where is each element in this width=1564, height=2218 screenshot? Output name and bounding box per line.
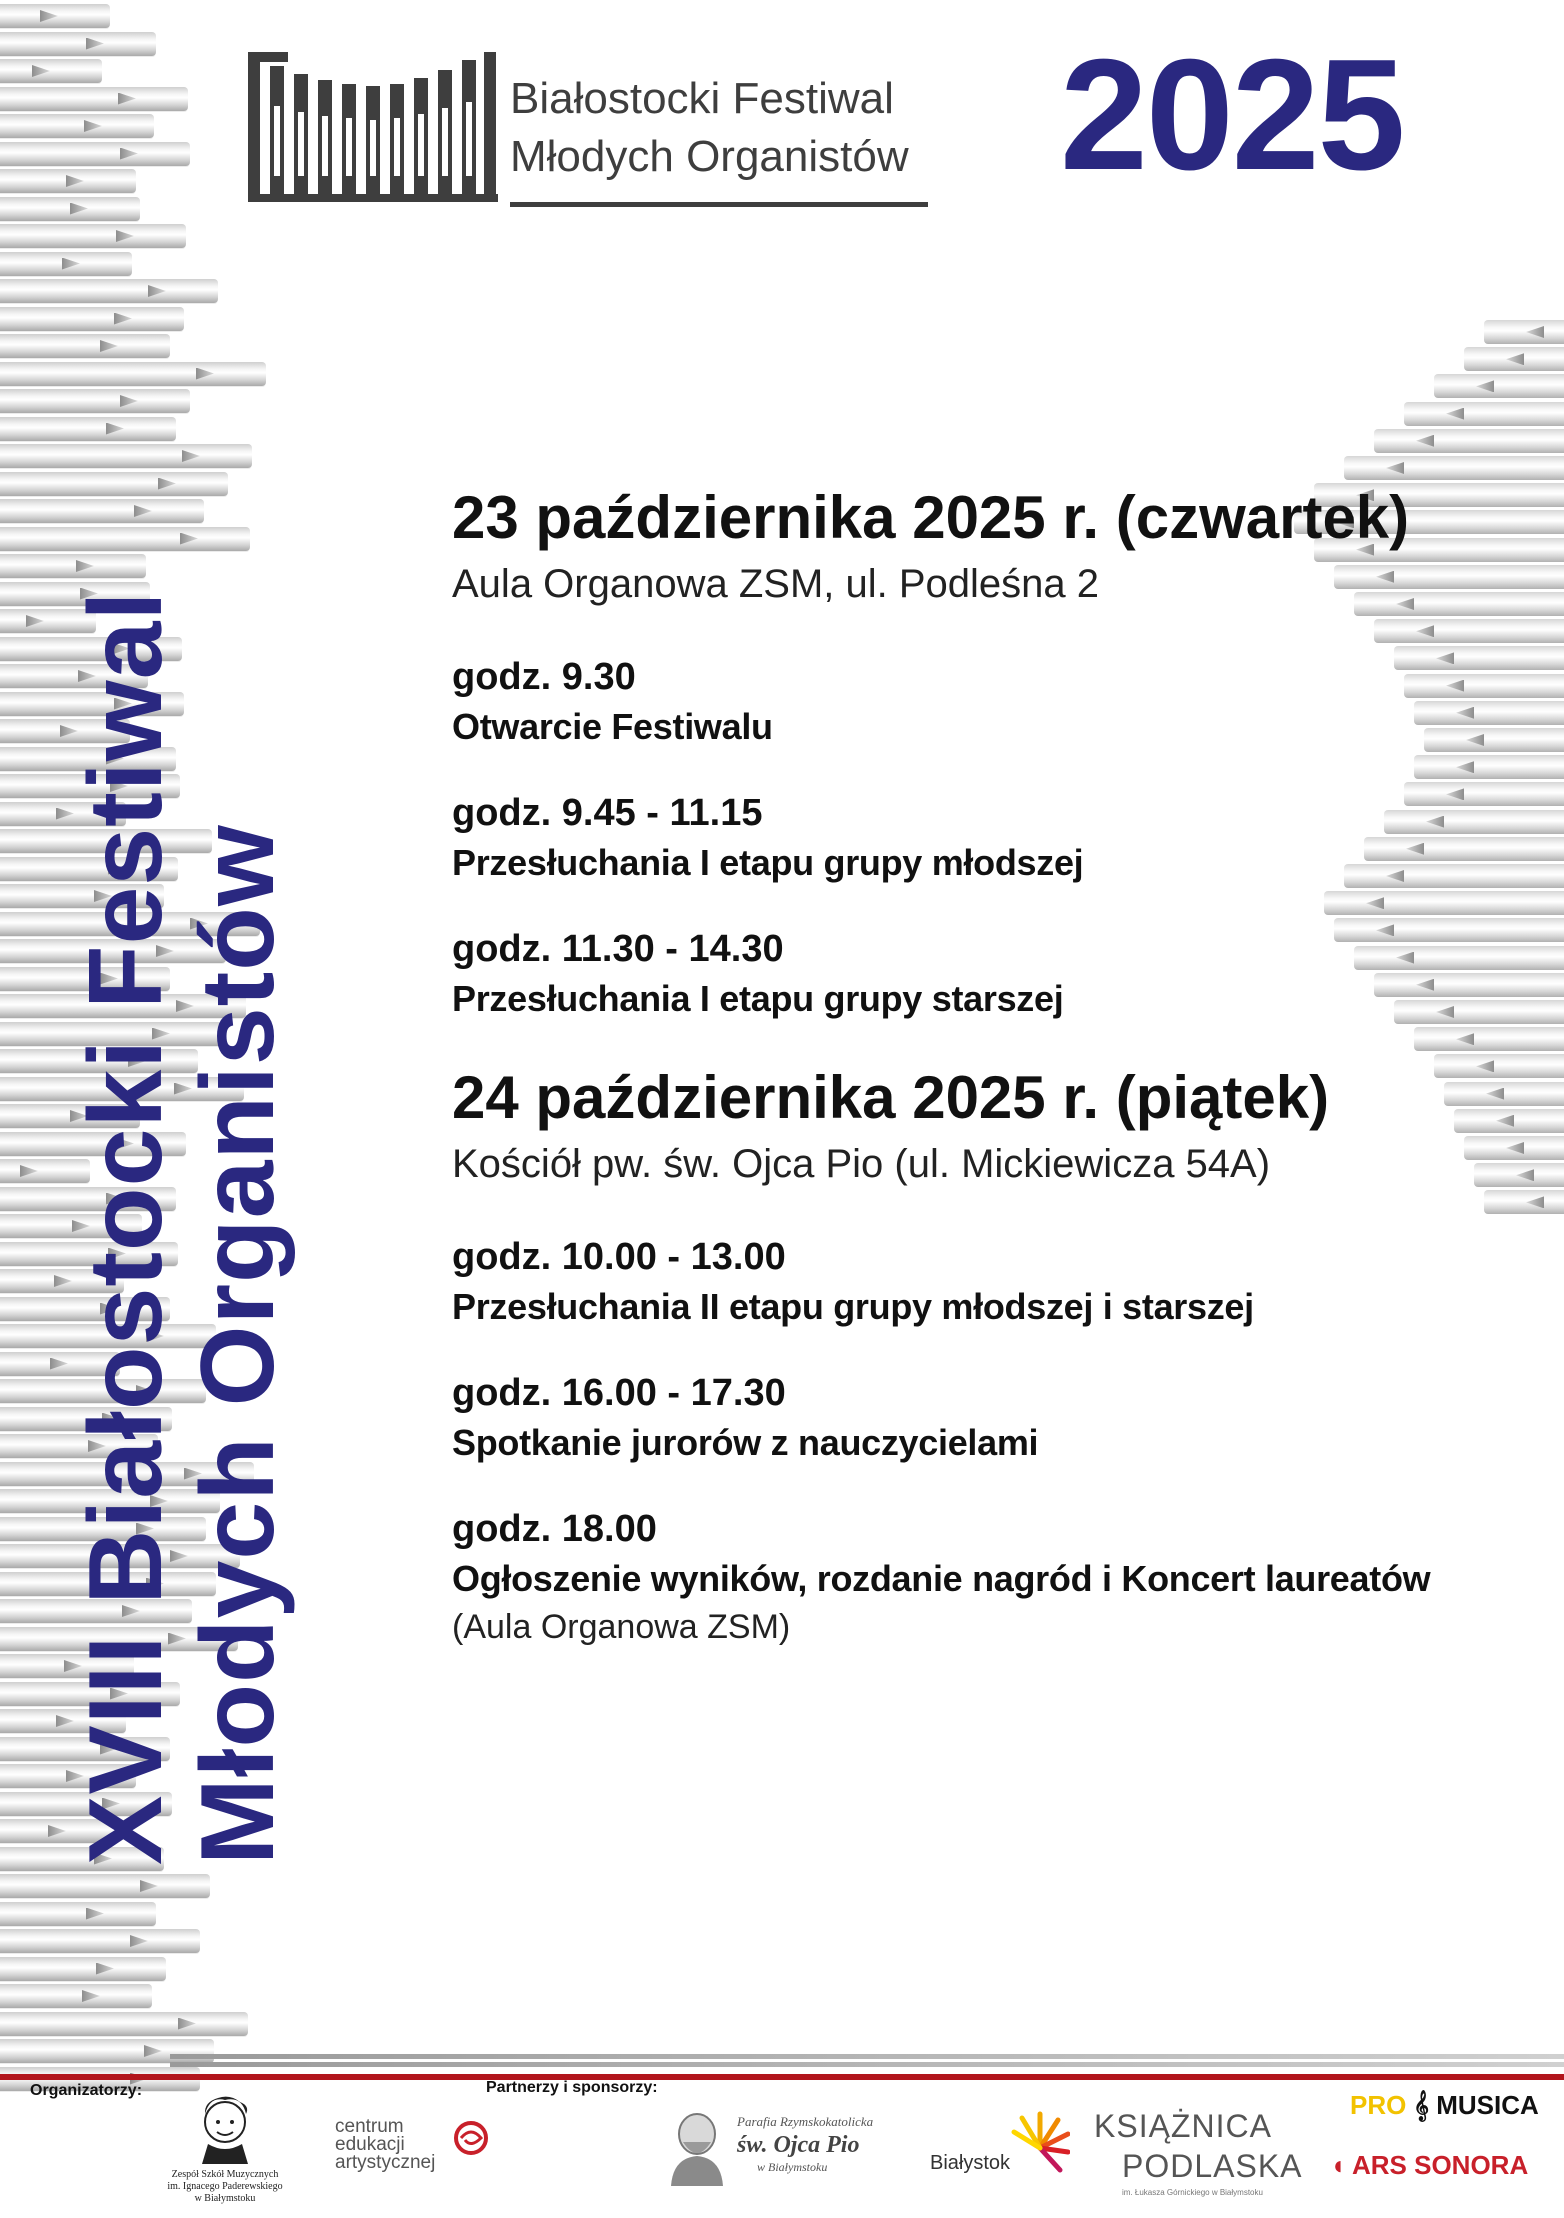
pipe-mouth (178, 2018, 196, 2030)
pipe-mouth (118, 93, 136, 105)
pro-text: PRO (1350, 2090, 1407, 2120)
partners-label: Partnerzy i sponsorzy: (486, 2079, 658, 2096)
footer-stripes (170, 2054, 1564, 2070)
pipe-mouth (140, 1880, 158, 1892)
pio-line1: Parafia Rzymskokatolicka (737, 2114, 874, 2129)
event-item (452, 652, 1532, 752)
pro-musica-logo (1350, 2090, 1550, 2140)
bialystok-logo (930, 2108, 1070, 2198)
pipe-mouth (48, 1825, 66, 1837)
pipe-mouth (144, 2045, 162, 2057)
organ-pipe (0, 142, 190, 166)
pipe-mouth (1506, 353, 1524, 365)
pipe-mouth (50, 1358, 68, 1370)
event-time: godz. 18.00 (452, 1508, 657, 1550)
day-block (452, 480, 1532, 1024)
pro-musica-text (1350, 2090, 1550, 2122)
event-title: Przesłuchania I etapu grupy starszej (452, 978, 1064, 1019)
day-title: 23 października 2025 r. (czwartek) (452, 484, 1410, 551)
padre-pio-portrait-icon (665, 2106, 729, 2186)
event-time: godz. 11.30 - 14.30 (452, 928, 784, 970)
organ-pipe (0, 32, 156, 56)
footer-stripe (170, 2054, 1564, 2059)
organ-pipe (0, 1874, 210, 1898)
parafia-pio-logo (665, 2094, 905, 2204)
ksiaznica-line2: PODLASKA (1122, 2148, 1303, 2184)
treble-clef-icon: 𝄞 (1413, 2090, 1429, 2120)
ksiaznica-line3: im. Łukasza Górnickiego w Białymstoku (1122, 2188, 1263, 2197)
pipe-mouth (1526, 326, 1544, 338)
ars-sonora-label: ARS SONORA (1351, 2150, 1529, 2180)
vertical-title-line1: XVIII Białostocki Festiwal (68, 590, 184, 1865)
pipe-mouth (26, 615, 44, 627)
event-item (452, 1368, 1532, 1468)
pipe-mouth (1446, 408, 1464, 420)
event-item (452, 788, 1532, 888)
footer-stripe (170, 2062, 1564, 2067)
ars-sonora-logo (1330, 2150, 1550, 2200)
pipe-mouth (70, 203, 88, 215)
organizers-label: Organizatorzy: (30, 2082, 143, 2099)
zsm-logo (160, 2094, 290, 2214)
schedule (452, 480, 1532, 1686)
organ-pipe (1434, 374, 1564, 398)
event-title: Ogłoszenie wyników, rozdanie nagród i Koncert laureatów (452, 1558, 1431, 1599)
event-title: Przesłuchania I etapu grupy młodszej (452, 842, 1084, 883)
organ-pipe (0, 252, 132, 276)
organ-pipe (1464, 347, 1564, 371)
organ-pipe (0, 114, 154, 138)
pio-line3: w Białymstoku (757, 2160, 828, 2174)
pipe-mouth (130, 1935, 148, 1947)
pipe-mouth (96, 1963, 114, 1975)
festival-logo (248, 52, 928, 212)
ars-sonora-text (1330, 2150, 1550, 2181)
organ-pipe (1344, 456, 1564, 480)
event-time: godz. 16.00 - 17.30 (452, 1372, 786, 1414)
organ-pipe (0, 4, 110, 28)
organ-pipe (0, 59, 102, 83)
musica-text: MUSICA (1436, 2090, 1539, 2120)
organ-pipe (0, 169, 136, 193)
event-time: godz. 10.00 - 13.00 (452, 1236, 786, 1278)
pipe-mouth (84, 120, 102, 132)
pipe-mouth (66, 175, 84, 187)
organ-pipe (0, 279, 218, 303)
pipe-mouth (62, 258, 80, 270)
pipe-mouth (1386, 462, 1404, 474)
event-item (452, 1504, 1532, 1650)
day-block (452, 1060, 1532, 1650)
year: 2025 (1060, 27, 1404, 203)
organ-pipe (0, 87, 188, 111)
event-time: godz. 9.45 - 11.15 (452, 792, 763, 834)
centrum-edukacji-logo (335, 2118, 495, 2188)
event-item (452, 1232, 1532, 1332)
pipe-mouth (32, 65, 50, 77)
day-venue: Kościół pw. św. Ojca Pio (ul. Mickiewicza 54A) (452, 1142, 1271, 1186)
day-title: 24 października 2025 r. (piątek) (452, 1064, 1330, 1131)
pipe-mouth (1476, 380, 1494, 392)
organ-pipe (0, 1957, 166, 1981)
pipe-mouth (120, 148, 138, 160)
organ-pipe (0, 1929, 200, 1953)
organ-pipe (0, 197, 140, 221)
paderewski-portrait-icon (190, 2094, 260, 2164)
organ-pipe (1374, 429, 1564, 453)
bialystok-text: Białystok (930, 2152, 1011, 2174)
event-note: (Aula Organowa ZSM) (452, 1608, 791, 1646)
pipe-mouth (82, 1990, 100, 2002)
footer-red-bar (0, 2074, 1564, 2080)
organ-pipe (0, 1902, 156, 1926)
logo-line1: Białostocki Festiwal (510, 74, 894, 123)
pipe-mouth (20, 1165, 38, 1177)
ars-sonora-mark-icon: ◖ (1330, 2150, 1346, 2180)
vertical-title-line2: Młodych Organistów (180, 824, 296, 1865)
pipe-mouth (86, 1908, 104, 1920)
event-title: Przesłuchania II etapu grupy młodszej i starszej (452, 1286, 1254, 1327)
organ-pipe (1484, 320, 1564, 344)
ksiaznica-podlaska-logo (1094, 2108, 1314, 2208)
pipe-mouth (40, 10, 58, 22)
pipe-mouth (86, 38, 104, 50)
zsm-line3: w Białymstoku (194, 2193, 256, 2204)
pipe-mouth (148, 285, 166, 297)
event-time: godz. 9.30 (452, 656, 636, 698)
pio-line2: św. Ojca Pio (737, 2132, 860, 2158)
event-item (452, 924, 1532, 1024)
pipe-mouth (1416, 435, 1434, 447)
organ-pipe (0, 1984, 152, 2008)
zsm-line1: Zespół Szkół Muzycznych (171, 2169, 279, 2180)
event-title: Otwarcie Festiwalu (452, 706, 773, 747)
zsm-line2: im. Ignacego Paderewskiego (167, 2181, 283, 2192)
cea-line2: edukacji (335, 2134, 405, 2155)
ksiaznica-line1: KSIĄŻNICA (1094, 2108, 1272, 2144)
pipe-mouth (116, 230, 134, 242)
vertical-festival-title (70, 305, 294, 1865)
logo-line2: Młodych Organistów (510, 132, 909, 181)
day-venue: Aula Organowa ZSM, ul. Podleśna 2 (452, 562, 1100, 606)
cea-swirl-icon (451, 2120, 491, 2156)
event-title: Spotkanie jurorów z nauczycielami (452, 1422, 1039, 1463)
cea-line1: centrum (335, 2116, 404, 2137)
logo-underline (248, 52, 928, 212)
organ-pipe (0, 2012, 248, 2036)
cea-line3: artystycznej (335, 2152, 436, 2173)
organ-pipe (1404, 402, 1564, 426)
organ-pipe (0, 224, 186, 248)
